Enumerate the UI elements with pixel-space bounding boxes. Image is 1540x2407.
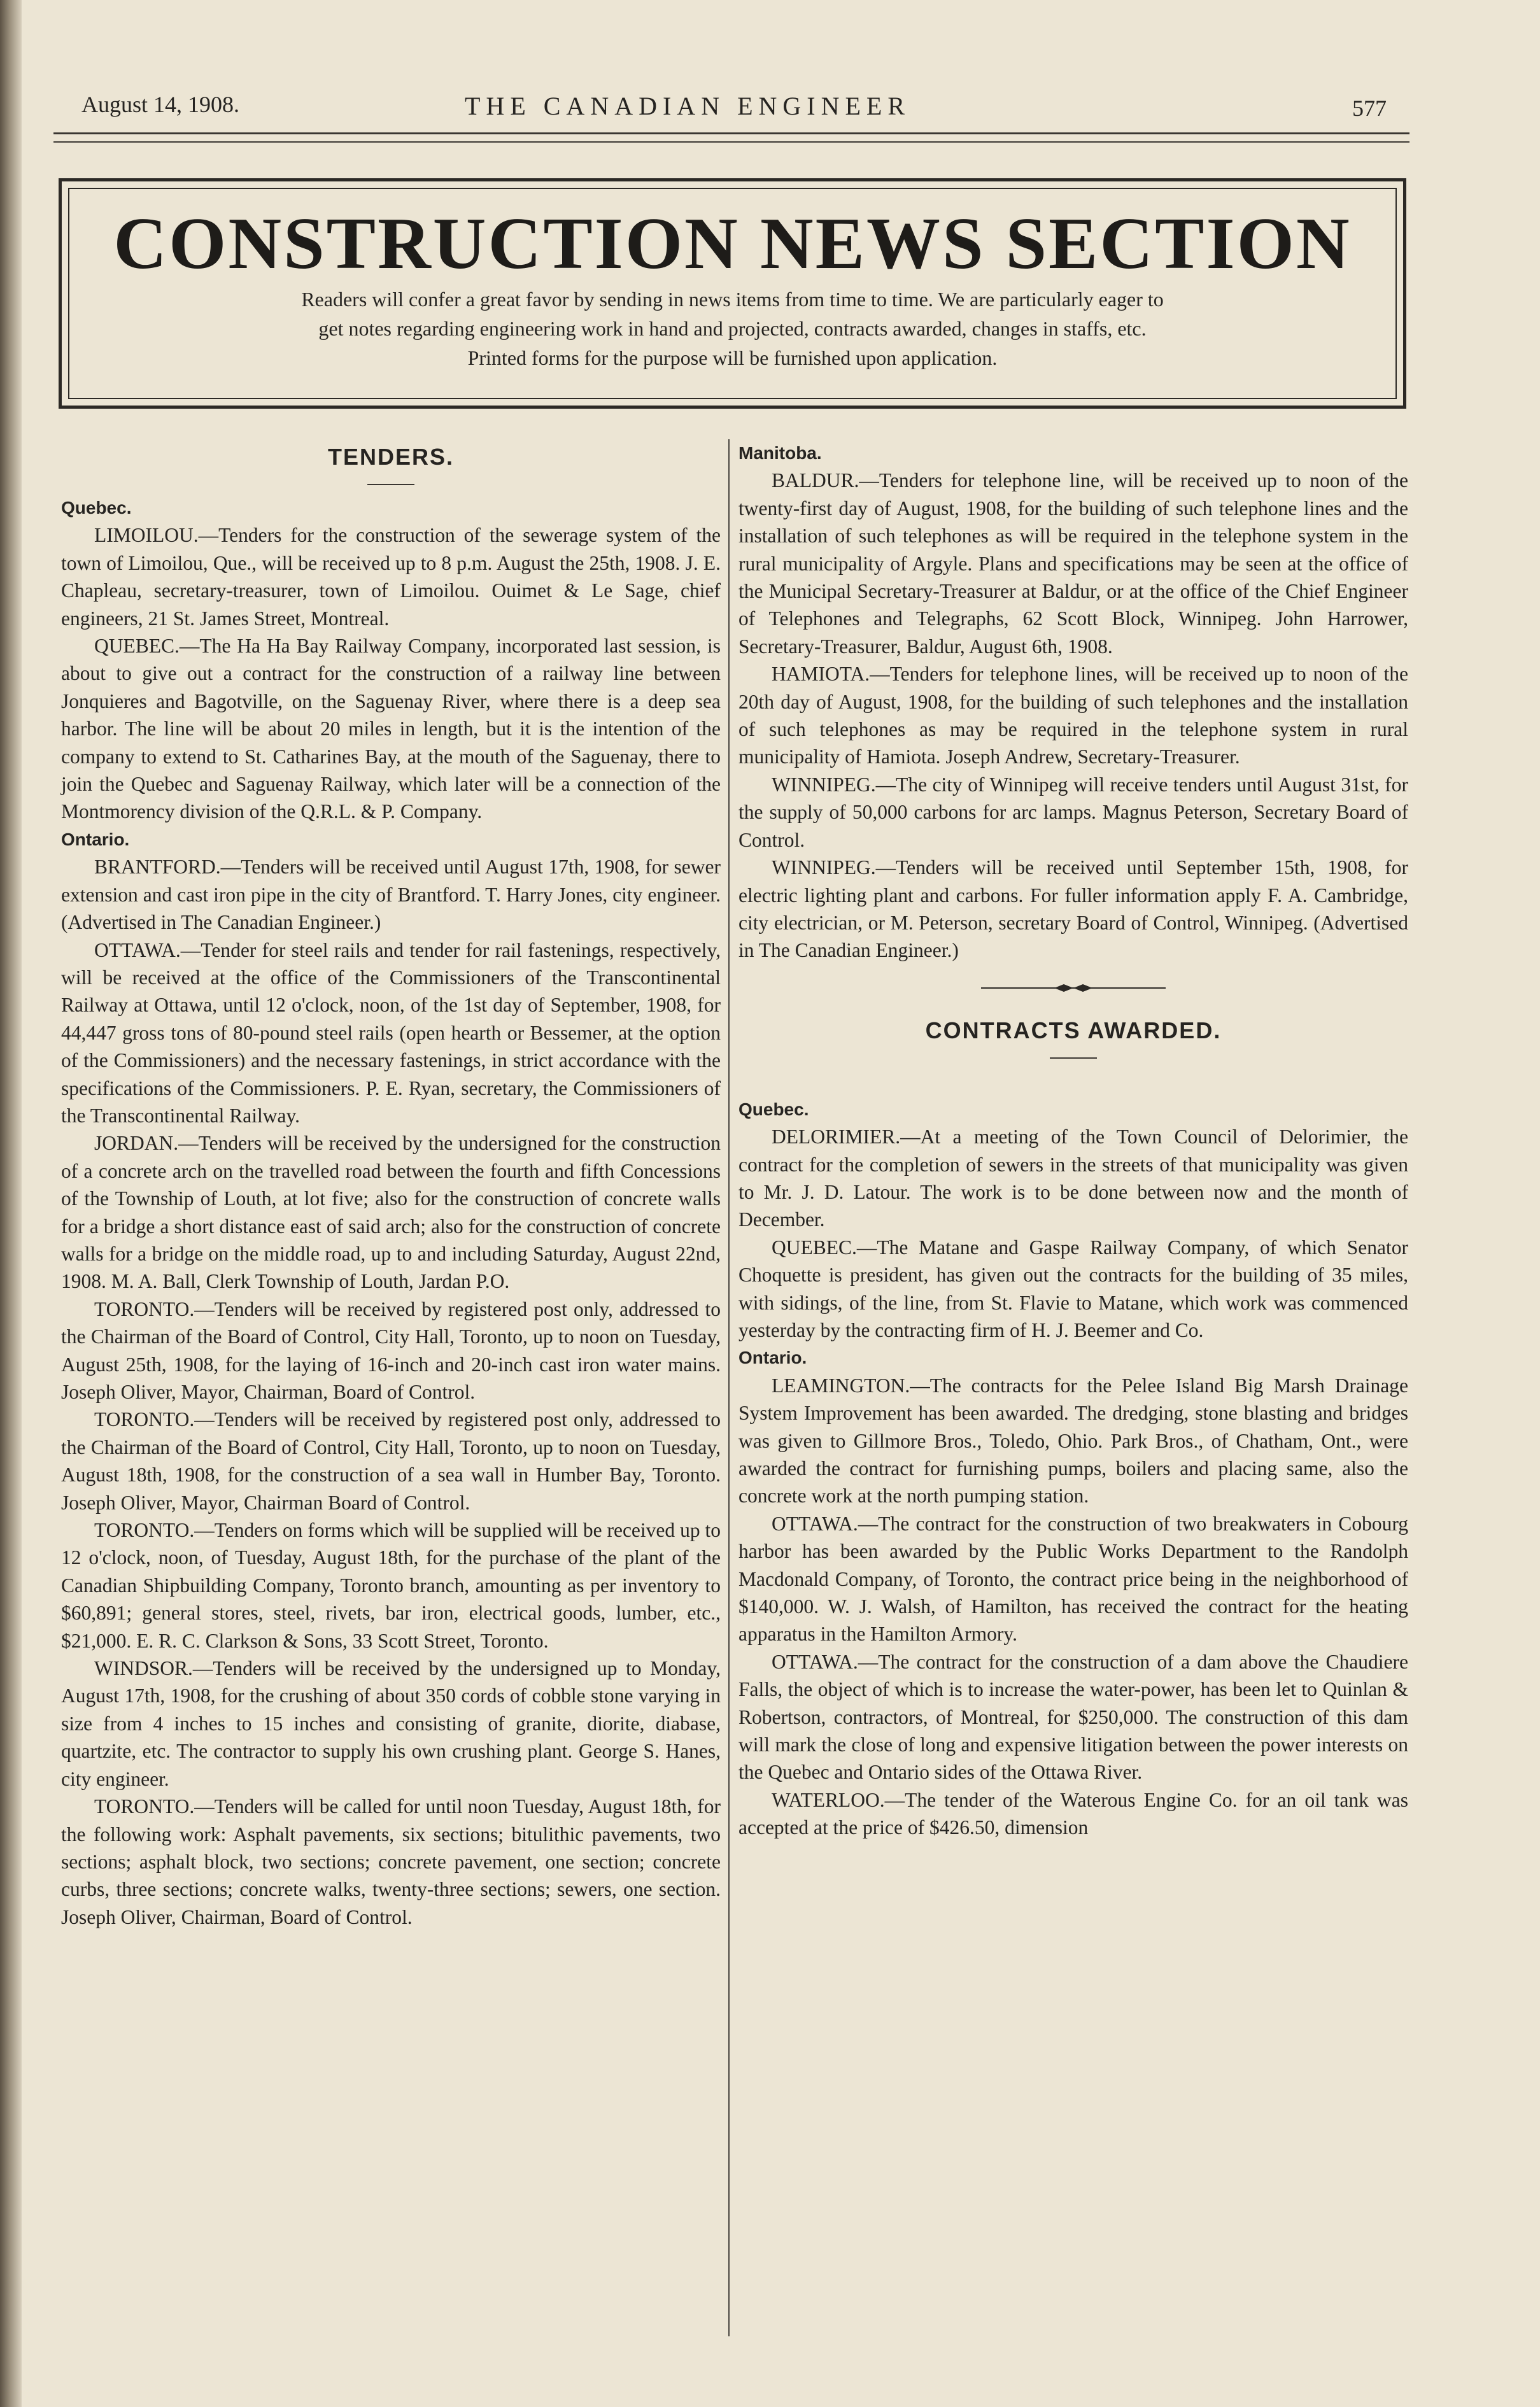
tender-item: JORDAN.—Tenders will be received by the undersigned for the construction of a concrete arch on the travelled road between the fourth and fifth Concessions of the Township of Louth, at lot five; also for the construction of concrete walls for a bridge a short distance east of said arch; also for the construction of concrete walls for a bridge on the middle road, up to and including Saturday, August 22nd, 1908. M. A. Ball, Clerk Township of Louth, Jardan P.O. [61,1132,721,1293]
contract-item: DELORIMIER.—At a meeting of the Town Council of Delorimier, the contract for the completion of sewers in the streets of that municipality was given to Mr. J. D. Latour. The work is to be done between now and the month of December. [738,1126,1408,1231]
banner-notice-line: Readers will confer a great favor by sending in news items from time to time. We are particularly eager to [301,288,1164,311]
contract-item: OTTAWA.—The contract for the construction of two breakwaters in Cobourg harbor has been awarded by the Public Works Department to the Randolph Macdonald Company, of Toronto, the contract price being in the neighborhood of $140,000. W. J. Walsh, of Hamilton, has received the contract for the heating apparatus in the Hamilton Armory. [738,1512,1408,1646]
section-banner [59,178,1406,409]
page-binding-shadow [0,0,22,2407]
column-divider [728,439,730,2336]
tender-item: WINNIPEG.—Tenders will be received until September 15th, 1908, for electric lighting plant and carbons. For fuller information apply F. A. Cambridge, city electrician, or M. Peterson, secretary Board of Control, Winnipeg. (Advertised in The Canadian Engineer.) [738,856,1408,962]
tender-item: BRANTFORD.—Tenders will be received until August 17th, 1908, for sewer extension and cast iron pipe in the city of Brantford. T. Harry Jones, city engineer. (Advertised in The Canadian Engineer.) [61,856,721,934]
province-label: Ontario. [61,829,130,849]
tender-item: QUEBEC.—The Ha Ha Bay Railway Company, incorporated last session, is about to give out a contract for the construction of a railway line between Jonquieres and Bagotville, on the Saguenay River, where there is a deep sea harbor. The line will be about 20 miles in length, but it is the intention of the company to extend to St. Catharines Bay, at the mouth of the Saguenay, there to join the Quebec and Saguenay Railway, which later will be a connection of the Montmorency division of the Q.R.L. & P. Company. [61,635,721,823]
section-ornament [738,981,1408,994]
contract-item: OTTAWA.—The contract for the construction of a dam above the Chaudiere Falls, the object of which is to increase the water-power, has been let to Quinlan & Robertson, contractors, of Montreal, for $250,000. The construction of this dam will mark the close of long and expensive litigation between the power interests on the Quebec and Ontario sides of the Ottawa River. [738,1650,1408,1784]
right-column [738,439,1408,1842]
tender-item: LIMOILOU.—Tenders for the construction of the sewerage system of the town of Limoilou, Que., will be received up to 8 p.m. August the 25th, 1908. J. E. Chapleau, secretary-treasurer, town of Limoilou. Ouimet & Le Sage, chief engineers, 21 St. James Street, Montreal. [61,524,721,630]
tender-item: WINNIPEG.—The city of Winnipeg will receive tenders until August 31st, for the supply of 50,000 carbons for arc lamps. Magnus Peterson, Secretary Board of Control. [738,773,1408,851]
header-rule-thin [53,141,1409,143]
heading-rule [367,484,414,485]
contracts-heading: CONTRACTS AWARDED. [925,1017,1222,1043]
header-rule [53,132,1409,134]
tender-item: TORONTO.—Tenders will be received by registered post only, addressed to the Chairman of the Board of Control, City Hall, Toronto, up to noon on Tuesday, August 25th, 1908, for the laying of 16-inch and 20-inch cast iron water mains. Joseph Oliver, Mayor, Chairman, Board of Control. [61,1297,721,1403]
banner-notice-line: Printed forms for the purpose will be furnished upon application. [467,346,998,369]
tender-item: BALDUR.—Tenders for telephone line, will be received up to noon of the twenty-first day of August, 1908, for the building of such telephone lines and the installation of such telephones as will be required in the telephone system in the rural municipality of Argyle. Plans and specifications may be seen at the office of the Municipal Secretary-Treasurer at Baldur, or at the office of the Chief Engineer of Telephones and Telegraphs, 62 Scott Block, Winnipeg. John Harrower, Secretary-Treasurer, Baldur, August 6th, 1908. [738,469,1408,658]
tenders-heading: TENDERS. [327,444,455,470]
tender-item: TORONTO.—Tenders will be called for until noon Tuesday, August 18th, for the following work: Asphalt pavements, six sections; bitulithic pavements, two sections; asphalt block, two sections; concrete pavement, one section; concrete curbs, three sections; concrete walks, twenty-three sections; sewers, one section. Joseph Oliver, Chairman, Board of Control. [61,1795,721,1928]
tender-item: WINDSOR.—Tenders will be received by the undersigned up to Monday, August 17th, 1908, for the crushing of about 350 cords of cobble stone varying in size from 4 inches to 15 inches and consisting of granite, diorite, diabase, quartzite, etc. The contractor to supply his own crushing plant. George S. Hanes, city engineer. [61,1657,721,1790]
banner-title: CONSTRUCTION NEWS SECTION [113,203,1352,285]
province-label: Ontario. [738,1348,807,1368]
heading-rule [1050,1057,1097,1059]
province-label: Quebec. [738,1099,809,1119]
province-label: Manitoba. [738,443,822,463]
page-number: 577 [1352,95,1387,121]
issue-date: August 14, 1908. [81,92,240,117]
ornament-divider-icon [981,982,1166,994]
province-label: Quebec. [61,498,132,518]
contract-item: QUEBEC.—The Matane and Gaspe Railway Company, of which Senator Choquette is president, has given out the contracts for the building of 35 miles, with sidings, of the line, from St. Flavie to Matane, which work was commenced yesterday by the contracting firm of H. J. Beemer and Co. [738,1236,1408,1341]
journal-title: THE CANADIAN ENGINEER [465,92,911,120]
tender-item: HAMIOTA.—Tenders for telephone lines, will be received up to noon of the 20th day of August, 1908, for the building of such telephones and the installation of such telephones as may be required in the telephone system in rural municipality of Hamiota. Joseph Andrew, Secretary-Treasurer. [738,663,1408,768]
spacer [738,1068,1408,1096]
tender-item: TORONTO.—Tenders on forms which will be supplied will be received up to 12 o'clock, noon, of Tuesday, August 18th, for the purchase of the plant of the Canadian Shipbuilding Company, Toronto branch, amounting as per inventory to $60,891; general stores, steel, rivets, bar iron, electrical goods, lumber, etc., $21,000. E. R. C. Clarkson & Sons, 33 Scott Street, Toronto. [61,1519,721,1652]
tender-item: OTTAWA.—Tender for steel rails and tender for rail fastenings, respectively, will be received at the office of the Commissioners of the Transcontinental Railway at Ottawa, until 12 o'clock, noon, of the 1st day of September, 1908, for 44,447 gross tons of 80-pound steel rails (open hearth or Bessemer, at the option of the Commissioners) and the necessary fastenings, in strict accordance with the specifications of the Commissioners. P. E. Ryan, secretary, the Commissioners of the Transcontinental Railway. [61,938,721,1127]
left-column [61,439,721,1931]
contract-item: LEAMINGTON.—The contracts for the Pelee Island Big Marsh Drainage System Improvement has been awarded. The dredging, stone blasting and bridges was given to Gillmore Bros., Toledo, Ohio. Park Bros., of Chatham, Ont., were awarded the contract for furnishing pumps, boilers and placing same, also the concrete work at the north pumping station. [738,1374,1408,1507]
banner-notice-line: get notes regarding engineering work in hand and projected, contracts awarded, changes in staffs, etc. [318,317,1147,340]
banner-notice [100,285,1365,372]
tender-item: TORONTO.—Tenders will be received by registered post only, addressed to the Chairman of the Board of Control, City Hall, Toronto, up to noon on Tuesday, August 18th, 1908, for the construction of a sea wall in Humber Bay, Toronto. Joseph Oliver, Mayor, Chairman Board of Control. [61,1408,721,1514]
contract-item: WATERLOO.—The tender of the Waterous Engine Co. for an oil tank was accepted at the price of $426.50, dimension [738,1788,1408,1839]
